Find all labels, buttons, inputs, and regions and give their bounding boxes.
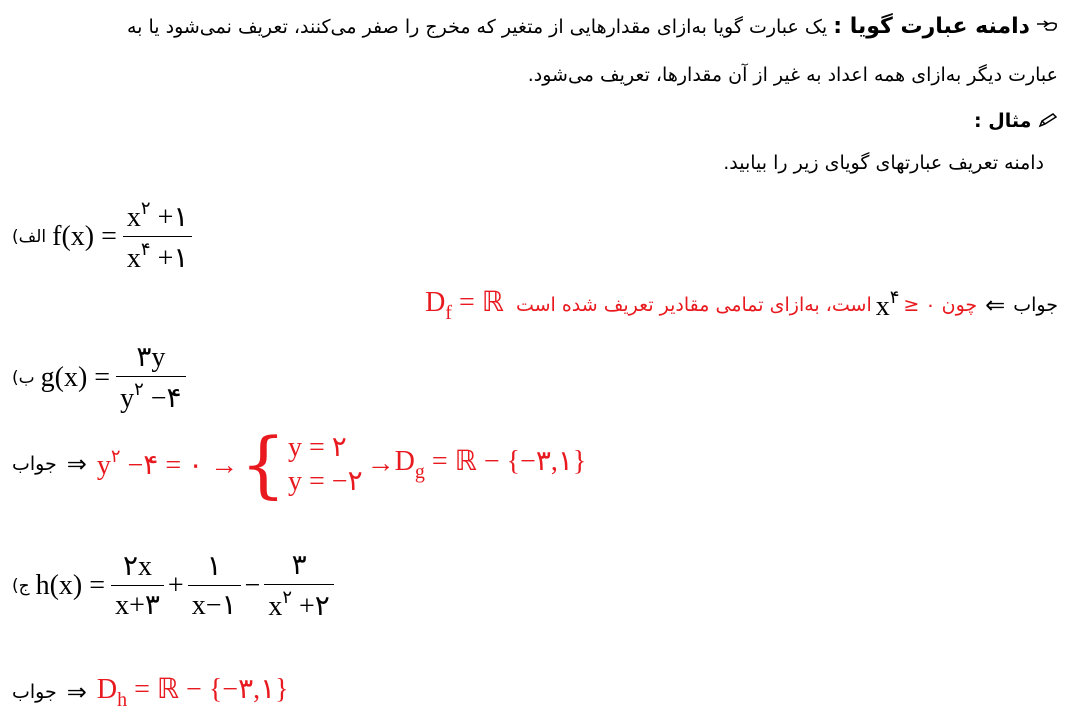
part-c-label: ج): [12, 575, 30, 596]
part-c-fname: h(x) =: [35, 569, 106, 601]
example-label: مثال :: [974, 110, 1032, 132]
hand-pointing-icon: [1036, 17, 1058, 39]
task-text: دامنه تعریف عبارتهای گویای زیر را بیابید.: [723, 152, 1044, 174]
part-a-expression: [12, 198, 192, 275]
part-a-answer-text-2: است، به‌ازای تمامی مقادیر تعریف شده است: [515, 294, 872, 316]
part-c-answer-arrow: ⇒: [66, 679, 87, 706]
part-b-answer-arrow: ⇒: [66, 451, 87, 478]
part-c-op-1: +: [167, 569, 184, 601]
intro-line-2: عبارت دیگر به‌ازای همه اعداد به غیر از آن مقدارها، تعریف می‌شود.: [527, 64, 1058, 86]
part-c-term-3: [264, 548, 334, 623]
part-b-root-1: y = ۲: [288, 432, 347, 463]
part-b-arrow-2: →: [366, 448, 395, 479]
part-b-fraction: [116, 340, 186, 415]
intro-line-1: [127, 14, 1058, 39]
part-c-answer: [12, 672, 289, 712]
part-b-domain: $D_g$ = ℝ − {−۳,۱}: [394, 446, 587, 483]
part-a-fname: f(x) =: [52, 220, 117, 252]
part-c-op-2: −: [244, 569, 261, 601]
part-c-term-2: [188, 549, 241, 622]
part-a-answer: [425, 285, 1058, 325]
part-a-answer-arrow: ⇐: [985, 292, 1006, 319]
part-a-domain: $D_f$ = ℝ: [425, 287, 504, 324]
part-a-numerator: $x^۲$ +۱: [126, 198, 189, 233]
part-c-answer-label: جواب: [12, 681, 57, 703]
part-c-term-3-denominator: $x^۲$ +۲: [264, 584, 334, 623]
part-a-fraction: [123, 198, 193, 275]
part-c-domain: $D_h$ = ℝ − {−۳,۱}: [96, 674, 289, 711]
part-b-answer-label: جواب: [12, 453, 57, 475]
part-b-answer: [12, 422, 587, 506]
part-a-answer-text: چون ۰ ≤: [903, 294, 978, 316]
part-b-root-2: y = −۲: [288, 466, 363, 497]
intro-heading: دامنه عبارت گویا :: [833, 14, 1030, 39]
part-c-term-2-numerator: ۱: [206, 551, 222, 582]
part-a-answer-x: $x^۴$: [875, 287, 900, 322]
part-a-denominator: $x^۴$ +۱: [123, 236, 193, 275]
part-b-denominator: $y^۲$ −۴: [116, 376, 186, 415]
part-b-fname: g(x) =: [40, 361, 111, 393]
part-a-label: الف): [12, 226, 47, 247]
part-c-expression: [12, 548, 334, 623]
part-b-expression: [12, 340, 186, 415]
part-c-term-1-numerator: ۲x: [122, 551, 152, 582]
part-c-term-2-denominator: x−۱: [188, 585, 241, 622]
part-b-roots: [288, 430, 363, 498]
part-c-term-3-numerator: ۳: [291, 550, 307, 581]
pencil-icon: [1038, 111, 1058, 133]
part-b-equation: $y^۲$ −۴ = ۰ →: [96, 446, 239, 481]
part-b-label: ب): [12, 367, 35, 388]
part-b-numerator: ۳y: [136, 342, 166, 373]
intro-text-1: یک عبارت گویا به‌ازای مقدارهایی از متغیر که مخرج را صفر می‌کنند، تعریف نمی‌شود یا به: [126, 16, 828, 38]
part-a-answer-label: جواب: [1013, 294, 1058, 316]
part-b-brace: {: [240, 422, 286, 506]
part-c-term-1-denominator: x+۳: [111, 585, 164, 622]
example-heading: [974, 110, 1058, 133]
part-c-term-1: [111, 549, 164, 622]
